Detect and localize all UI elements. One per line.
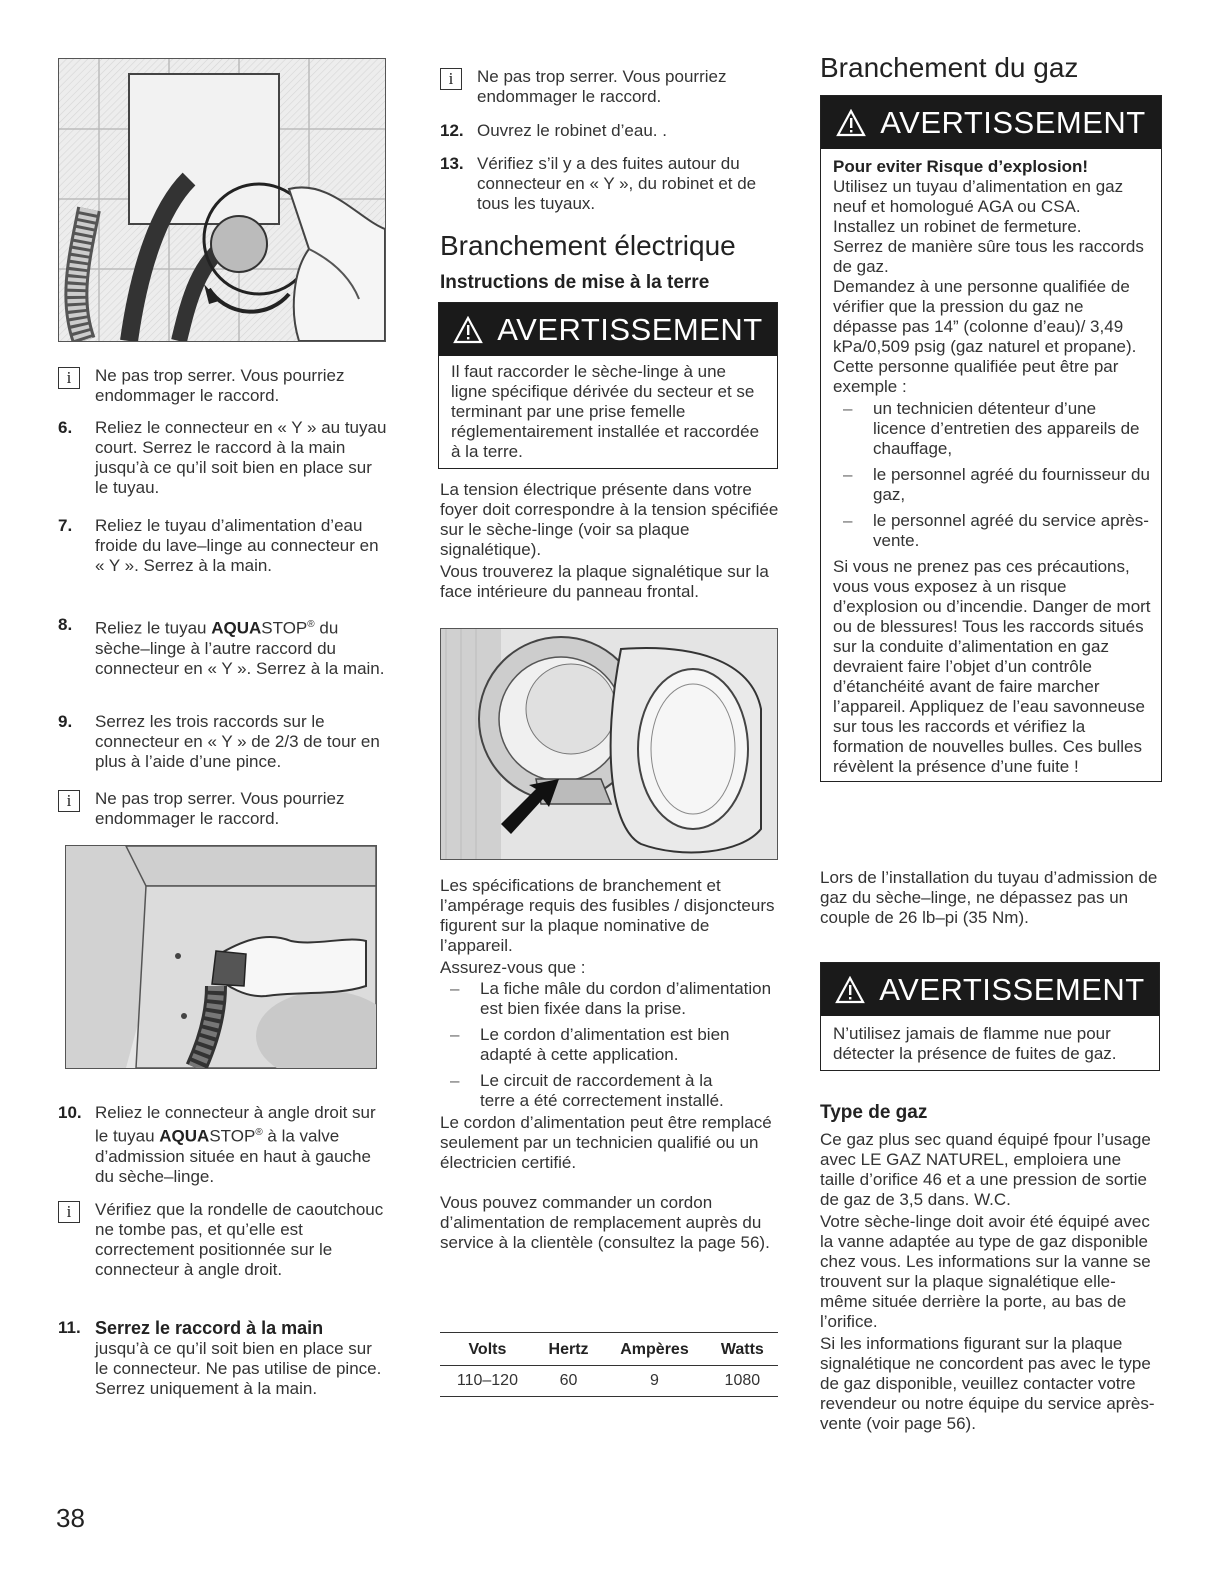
note-text: Vérifiez que la rondelle de caoutchouc ne tombe pas, et qu’elle est correctement positionnée sur le connecteur à angle droit.: [95, 1200, 384, 1279]
warning-triangle-icon: [835, 976, 865, 1004]
warning-label: AVERTISSEMENT: [497, 311, 763, 347]
list-item: – Le cordon d’alimentation est bien adapté à cette application.: [440, 1025, 780, 1065]
table-header: Hertz: [535, 1333, 602, 1366]
step-text: Reliez le connecteur en « Y » au tuyau court. Serrez le raccord à la main jusqu’à ce qu’il soit bien en place sur le tuyau.: [95, 418, 387, 497]
warning-line: Serrez de manière sûre tous les raccords de gaz.: [833, 237, 1144, 276]
warning-line: Utilisez un tuyau d’alimentation en gaz neuf et homologué AGA ou CSA.: [833, 177, 1124, 216]
warning-header: [439, 303, 777, 356]
gas-type-text-block: [820, 1130, 1160, 1434]
warning-text: N’utilisez jamais de flamme nue pour détecter la présence de fuites de gaz.: [833, 1024, 1117, 1063]
warning-label: AVERTISSEMENT: [880, 104, 1146, 140]
paragraph: La tension électrique présente dans votre foyer doit correspondre à la tension spécifiée sur le sèche-linge (voir sa plaque signalétique).: [440, 480, 779, 559]
figure-right-angle-connector: [65, 845, 377, 1069]
table-header-row: [440, 1333, 778, 1366]
electrical-spec-table: [440, 1332, 778, 1397]
step-text: Ouvrez le robinet d’eau. .: [477, 121, 667, 140]
info-icon: i: [58, 790, 80, 812]
list-item: – Le circuit de raccordement à la terre a été correctement installé.: [440, 1071, 740, 1111]
warning-label: AVERTISSEMENT: [879, 971, 1145, 1007]
step-number: 12.: [440, 121, 464, 140]
paragraph: Ce gaz plus sec quand équipé fpour l’usage avec LE GAZ NATUREL, emploiera une taille d’orifice 46 et a une pression de sortie de gaz de 3,5 dans. W.C.: [820, 1130, 1151, 1209]
table-header: Watts: [707, 1333, 778, 1366]
warning-line: Demandez à une personne qualifiée de vérifier que la pression du gaz ne dépasse pas 14” (colonne d’eau)/ 3,49 kPa/0,509 psig (gaz naturel et propane).: [833, 277, 1137, 356]
list-item: – La fiche mâle du cordon d’alimentation est bien fixée dans la prise.: [440, 979, 780, 1019]
warning-header: [821, 96, 1161, 149]
table-cell: 60: [535, 1366, 602, 1397]
table-header: Volts: [440, 1333, 535, 1366]
page-number: 38: [56, 1503, 85, 1533]
step-number: 11.: [58, 1318, 81, 1337]
step-number: 6.: [58, 418, 73, 437]
step-text: Reliez le tuyau d’alimentation d’eau froide du lave–linge au connecteur en « Y ». Serrez à la main.: [95, 516, 379, 575]
electrical-text-block: [440, 480, 780, 602]
table-row: [440, 1366, 778, 1397]
warning-line: Cette personne qualifiée peut être par exemple :: [833, 357, 1119, 396]
step-text: Serrez les trois raccords sur le connecteur en « Y » de 2/3 de tour en plus à l’aide d’une pince.: [95, 712, 380, 771]
figure-dryer-door-open: [440, 628, 778, 860]
section-heading-electrical: Branchement électrique: [440, 230, 736, 261]
table-cell: 1080: [707, 1366, 778, 1397]
table-header: Ampères: [602, 1333, 706, 1366]
table-cell: 110–120: [440, 1366, 535, 1397]
list-item: – le personnel agréé du fournisseur du gaz,: [833, 465, 1151, 505]
warning-title: Pour eviter Risque d’explosion!: [833, 157, 1089, 176]
step-number: 9.: [58, 712, 73, 731]
step-text: Vérifiez s’il y a des fuites autour du connecteur en « Y », du robinet et de tous les tuyaux.: [477, 154, 757, 213]
note-text: Ne pas trop serrer. Vous pourriez endommager le raccord.: [95, 366, 345, 405]
step-number: 7.: [58, 516, 73, 535]
electrical-specs-block: [440, 876, 780, 1253]
list-item: – le personnel agréé du service après-vente.: [833, 511, 1151, 551]
info-icon: i: [58, 367, 80, 389]
subheading-grounding: Instructions de mise à la terre: [440, 272, 710, 293]
paragraph: Assurez-vous que :: [440, 958, 586, 977]
paragraph: Les spécifications de branchement et l’ampérage requis des fusibles / disjoncteurs figurent sur la plaque nominative de l’appareil.: [440, 876, 775, 955]
warning-triangle-icon: [836, 109, 866, 137]
warning-triangle-icon: [453, 316, 483, 344]
warning-line: Si vous ne prenez pas ces précautions, vous vous exposez à un risque d’explosion ou d’incendie. Danger de mort ou de blessures! Tous les raccords situés sur la conduite d’alimentation en gaz devraient faire l’objet d’un contrôle d’étanchéité avant de faire marcher l’appareil. Appliquez de l’eau savonneuse sur tous les raccords et vérifiez la formation de nouvelles bulles. Ces bulles révèlent la présence d’une fuite !: [833, 557, 1151, 776]
illustration-rating-plate-location: [441, 629, 777, 859]
illustration-y-connector-hand: [59, 59, 385, 341]
paragraph-torque: Lors de l’installation du tuyau d’admission de gaz du sèche–linge, ne dépassez pas un couple de 26 lb–pi (35 Nm).: [820, 868, 1158, 927]
table-cell: 9: [602, 1366, 706, 1397]
figure-water-valve-connection: [58, 58, 386, 342]
note-text: Ne pas trop serrer. Vous pourriez endommager le raccord.: [477, 67, 727, 106]
subheading-gas-type: Type de gaz: [820, 1102, 928, 1123]
step-text: Reliez le tuyau AQUASTOP® du sèche–linge à l’autre raccord du connecteur en « Y ». Serrez à la main.: [95, 618, 385, 678]
step-text: Reliez le connecteur à angle droit sur le tuyau AQUASTOP® à la valve d’admission située en haut à gauche du sèche–linge.: [95, 1103, 376, 1186]
step-number: 10.: [58, 1103, 82, 1122]
warning-line: Installez un robinet de fermeture.: [833, 217, 1082, 236]
brand-aquastop: AQUA: [211, 618, 262, 638]
paragraph: Vous pouvez commander un cordon d’alimentation de remplacement auprès du service à la clientèle (consultez la page 56).: [440, 1193, 770, 1252]
note-text: Ne pas trop serrer. Vous pourriez endommager le raccord.: [95, 789, 345, 828]
paragraph: Vous trouverez la plaque signalétique sur la face intérieure du panneau frontal.: [440, 562, 769, 601]
step-text: Serrez le raccord à la main jusqu’à ce qu’il soit bien en place sur le connecteur. Ne pas utilise de pince. Serrez uniquement à la main.: [95, 1318, 382, 1398]
step-number: 13.: [440, 154, 464, 173]
illustration-aquastop-valve: [66, 846, 376, 1068]
paragraph: Le cordon d’alimentation peut être remplacé seulement par un technicien qualifié ou un électricien certifié.: [440, 1113, 772, 1172]
step-11-title: Serrez le raccord à la main: [95, 1318, 324, 1338]
step-number: 8.: [58, 615, 73, 634]
paragraph: Votre sèche-linge doit avoir été équipé avec la vanne adaptée au type de gaz disponible chez vous. Les informations sur la vanne se trouvent sur la plaque signalétique elle-même située derrière la porte, au bas de l’orifice.: [820, 1212, 1151, 1331]
list-item: – un technicien détenteur d’une licence d’entretien des appareils de chauffage,: [833, 399, 1151, 459]
section-heading-gas: Branchement du gaz: [820, 52, 1079, 83]
warning-header: [821, 963, 1159, 1016]
warning-text: Il faut raccorder le sèche-linge à une ligne spécifique dérivée du secteur et se terminant par une prise femelle réglementairement installée et raccordée à la terre.: [451, 362, 760, 461]
info-icon: i: [58, 1201, 80, 1223]
warning-box-electrical: [438, 302, 778, 469]
info-icon: i: [440, 68, 462, 90]
paragraph: Si les informations figurant sur la plaque signalétique ne concordent pas avec le type de gaz disponible, veuillez contacter votre revendeur ou notre équipe du service après-vente (voir page 56).: [820, 1334, 1155, 1433]
warning-box-open-flame: [820, 962, 1160, 1071]
brand-aquastop: AQUA: [159, 1126, 210, 1146]
warning-box-gas-explosion: [820, 95, 1162, 782]
